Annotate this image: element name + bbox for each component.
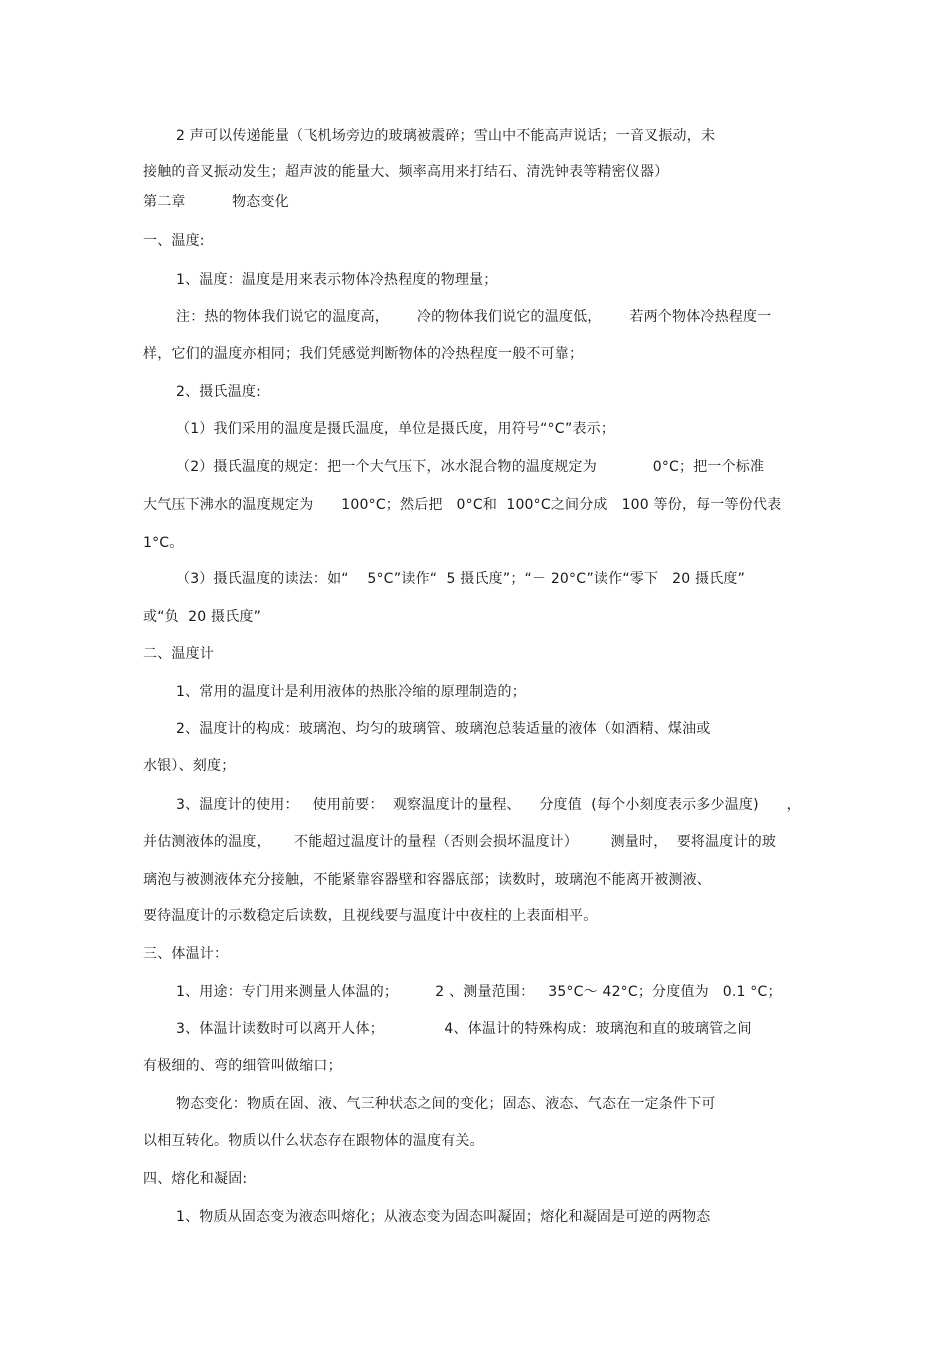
section-heading: 三、体温计： — [143, 946, 229, 962]
text-line: 以相互转化。物质以什么状态存在跟物体的温度有关。 — [143, 1133, 484, 1149]
text-line: 或“负 20 摄氏度” — [143, 609, 262, 625]
section-heading: 一、温度: — [143, 233, 205, 249]
chapter-heading: 第二章 物态变化 — [143, 194, 289, 210]
text-line: 有极细的、弯的细管叫做缩口； — [143, 1058, 342, 1074]
text-line: 3、体温计读数时可以离开人体； 4、体温计的特殊构成：玻璃泡和直的玻璃管之间 — [176, 1021, 752, 1037]
text-line: 注：热的物体我们说它的温度高， 冷的物体我们说它的温度低， 若两个物体冷热程度一 — [176, 309, 772, 325]
text-line: 样，它们的温度亦相同；我们凭感觉判断物体的冷热程度一般不可靠； — [143, 346, 584, 362]
text-line: 并估测液体的温度， 不能超过温度计的量程（否则会损坏温度计） 测量时， 要将温度计的玻 — [143, 834, 777, 850]
text-line: 璃泡与被测液体充分接触，不能紧靠容器壁和容器底部；读数时，玻璃泡不能离开被测液、 — [143, 872, 711, 888]
text-line: （2）摄氏温度的规定：把一个大气压下，冰水混合物的温度规定为 0°C；把一个标准 — [176, 459, 765, 475]
text-line: 接触的音叉振动发生；超声波的能量大、频率高用来打结石、清洗钟表等精密仪器） — [143, 164, 669, 180]
text-line: 大气压下沸水的温度规定为 100°C；然后把 0°C和 100°C之间分成 100 等份，每一等份代表 — [143, 497, 782, 513]
text-line: 1、常用的温度计是利用液体的热胀冷缩的原理制造的； — [176, 684, 526, 700]
text-line: （1）我们采用的温度是摄氏温度，单位是摄氏度，用符号“°C”表示； — [176, 421, 616, 437]
text-line: 2 声可以传递能量（飞机场旁边的玻璃被震碎；雪山中不能高声说话；一音叉振动，未 — [176, 128, 716, 144]
text-line: 3、温度计的使用： 使用前要： 观察温度计的量程、 分度值 (每个小刻度表示多少温度) ， — [176, 797, 801, 813]
text-line: 2、温度计的构成：玻璃泡、均匀的玻璃管、玻璃泡总装适量的液体（如酒精、煤油或 — [176, 721, 711, 737]
text-line: 1、用途：专门用来测量人体温的； 2 、测量范围： 35°C～ 42°C；分度值为 0.1 °C； — [176, 984, 782, 1000]
text-line: 1、物质从固态变为液态叫熔化；从液态变为固态叫凝固；熔化和凝固是可逆的两物态 — [176, 1209, 711, 1225]
section-heading: 二、温度计 — [143, 646, 214, 662]
text-line: （3）摄氏温度的读法：如“ 5°C”读作“ 5 摄氏度”；“－ 20°C”读作“零下 20 摄氏度” — [176, 571, 746, 587]
section-heading: 四、熔化和凝固: — [143, 1171, 248, 1187]
text-line: 1、温度：温度是用来表示物体冷热程度的物理量； — [176, 272, 498, 288]
text-line: 要待温度计的示数稳定后读数，且视线要与温度计中夜柱的上表面相平。 — [143, 908, 598, 924]
subsection-heading: 2、摄氏温度: — [176, 384, 262, 400]
text-line: 水银）、刻度； — [143, 758, 236, 774]
text-line: 物态变化：物质在固、液、气三种状态之间的变化；固态、液态、气态在一定条件下可 — [176, 1096, 716, 1112]
text-line: 1°C。 — [143, 535, 184, 551]
